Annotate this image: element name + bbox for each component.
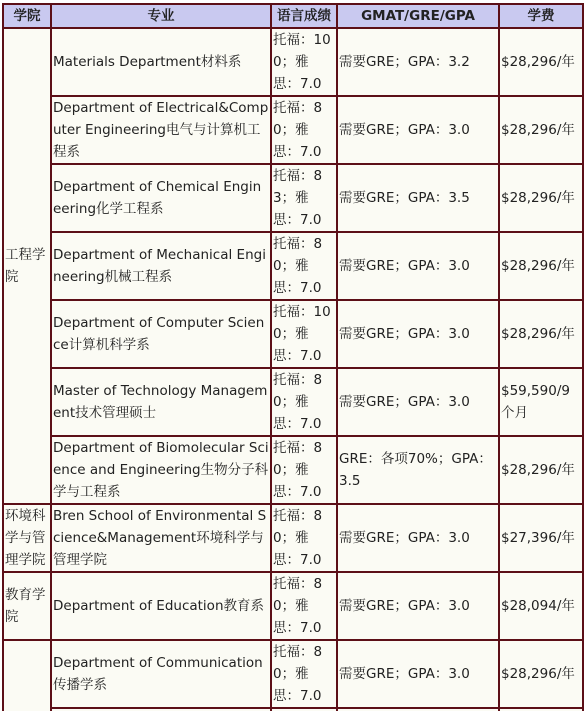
header-major: 专业 xyxy=(51,4,271,28)
language-cell: 托福：80；雅思：7.0 xyxy=(271,572,337,640)
major-cell: Bren School of Environmental Science&Management环境科学与管理学院 xyxy=(51,504,271,572)
language-cell: 托福：100；雅思：7.0 xyxy=(271,28,337,96)
table-row xyxy=(3,96,583,164)
college-cell xyxy=(3,640,51,711)
language-cell: 托福：80；雅思：7.0 xyxy=(271,640,337,708)
language-cell: 托福：100；雅思：7.0 xyxy=(271,300,337,368)
table-row xyxy=(3,368,583,436)
language-cell: 托福：80；雅思：7.0 xyxy=(271,504,337,572)
language-cell: 托福：80；雅思：7.0 xyxy=(271,368,337,436)
tests-cell: 需要GRE；GPA：3.0 xyxy=(337,572,499,640)
header-row xyxy=(3,4,583,28)
tuition-cell: $28,296/年 xyxy=(499,96,583,164)
tests-cell: 需要GRE；GPA：3.0 xyxy=(337,368,499,436)
major-cell: Department of Education教育系 xyxy=(51,572,271,640)
table-row xyxy=(3,640,583,708)
tuition-cell: $28,296/年 xyxy=(499,640,583,708)
table-row xyxy=(3,436,583,504)
tests-cell: GRE：各项70%；GPA：3.5 xyxy=(337,436,499,504)
table-row xyxy=(3,28,583,96)
major-cell: Master of Technology Management技术管理硕士 xyxy=(51,368,271,436)
language-cell: 托福：80；雅思：7.0 xyxy=(271,96,337,164)
tests-cell: 需要GRE；GPA：3.2 xyxy=(337,28,499,96)
language-cell: 托福：80；雅思：7.0 xyxy=(271,232,337,300)
tuition-cell: $28,296/年 xyxy=(499,28,583,96)
tuition-cell: $28,296/年 xyxy=(499,300,583,368)
tuition-cell: $28,296/年 xyxy=(499,436,583,504)
table-row xyxy=(3,164,583,232)
college-cell: 环境科学与管理学院 xyxy=(3,504,51,572)
major-cell: Materials Department材料系 xyxy=(51,28,271,96)
tests-cell: 需要GRE；GPA：3.0 xyxy=(337,96,499,164)
table-row xyxy=(3,572,583,640)
admissions-table xyxy=(2,3,584,711)
tuition-cell: $27,396/年 xyxy=(499,504,583,572)
header-tests: GMAT/GRE/GPA xyxy=(337,4,499,28)
header-tuition: 学费 xyxy=(499,4,583,28)
tests-cell: 需要GRE；GPA：3.0 xyxy=(337,232,499,300)
tuition-cell: $28,094/年 xyxy=(499,572,583,640)
header-language: 语言成绩 xyxy=(271,4,337,28)
language-cell: 托福：83；雅思：7.0 xyxy=(271,164,337,232)
major-cell: Department of Mechanical Engineering机械工程系 xyxy=(51,232,271,300)
tests-cell: 需要GRE；GPA：3.0 xyxy=(337,640,499,708)
language-cell: 托福：80；雅思：7.0 xyxy=(271,436,337,504)
major-cell: Department of Chemical Engineering化学工程系 xyxy=(51,164,271,232)
tests-cell: 需要GRE；GPA：3.0 xyxy=(337,504,499,572)
college-cell: 工程学院 xyxy=(3,28,51,504)
table-row xyxy=(3,504,583,572)
major-cell: Department of Computer Science计算机科学系 xyxy=(51,300,271,368)
college-cell: 教育学院 xyxy=(3,572,51,640)
tests-cell: 需要GRE；GPA：3.0 xyxy=(337,300,499,368)
tuition-cell: $59,590/9个月 xyxy=(499,368,583,436)
table-row xyxy=(3,300,583,368)
tuition-cell: $28,296/年 xyxy=(499,232,583,300)
tuition-cell: $28,296/年 xyxy=(499,164,583,232)
table-row xyxy=(3,232,583,300)
major-cell: Department of Electrical&Computer Engineering电气与计算机工程系 xyxy=(51,96,271,164)
major-cell: Department of Communication传播学系 xyxy=(51,640,271,708)
header-college: 学院 xyxy=(3,4,51,28)
major-cell: Department of Biomolecular Science and Engineering生物分子科学与工程系 xyxy=(51,436,271,504)
tests-cell: 需要GRE；GPA：3.5 xyxy=(337,164,499,232)
